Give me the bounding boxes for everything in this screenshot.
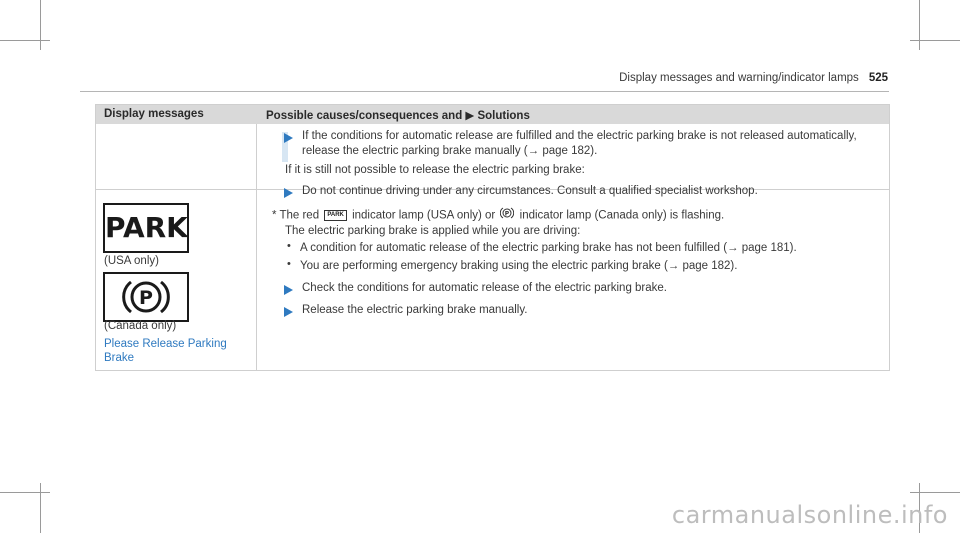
step-arrow-icon — [284, 307, 293, 317]
message-line2: Brake — [104, 352, 135, 364]
intro-part-c: indicator lamp (Canada only) is flashing. — [519, 209, 725, 222]
crop-mark — [0, 492, 50, 493]
page-number: 525 — [868, 72, 888, 84]
message-line1: Please Release Parking — [104, 338, 227, 350]
column-header-causes-solutions: Possible causes/consequences and ▶ Solutions — [266, 110, 530, 122]
crop-mark — [0, 40, 50, 41]
step-arrow-icon — [284, 133, 293, 143]
row2-step1: Check the conditions for automatic release of the electric parking brake. — [302, 282, 667, 294]
svg-text:P: P — [139, 287, 153, 309]
table-header — [96, 105, 889, 124]
crop-mark — [919, 0, 920, 50]
row2-bullet2: You are performing emergency braking using the electric parking brake (→ page 182). — [300, 260, 738, 272]
row2-step2: Release the electric parking brake manually. — [302, 304, 528, 316]
running-header — [619, 72, 888, 84]
mini-p-icon — [500, 207, 514, 224]
column-divider — [256, 124, 257, 370]
park-indicator-icon: PARK — [103, 203, 189, 253]
crop-mark — [40, 0, 41, 50]
crop-mark — [910, 40, 960, 41]
row1-note: If it is still not possible to release the electric parking brake: — [285, 164, 585, 176]
row1-step2: Do not continue driving under any circumstances. Consult a qualified specialist workshop. — [302, 185, 758, 197]
usa-only-label: (USA only) — [104, 255, 159, 267]
display-messages-table — [95, 104, 890, 371]
watermark: carmanualsonline.info — [671, 501, 948, 529]
row1-step1-line1: If the conditions for automatic release are fulfilled and the electric parking brake is not released automatically, — [302, 130, 857, 142]
parking-brake-p-icon — [103, 272, 189, 322]
header-rule — [80, 91, 889, 92]
row2-applied: The electric parking brake is applied while you are driving: — [285, 225, 581, 237]
step-arrow-icon — [284, 285, 293, 295]
bullet-dot: • — [287, 258, 291, 270]
row2-bullet1: A condition for automatic release of the electric parking brake has not been fulfilled (→ page 181). — [300, 242, 797, 254]
crop-mark — [40, 483, 41, 533]
svg-text:P: P — [505, 210, 510, 218]
row1-step1-line2: release the electric parking brake manually (→ page 182). — [302, 145, 598, 157]
intro-part-a: * The red — [272, 209, 320, 222]
step-arrow-icon — [284, 188, 293, 198]
canada-only-label: (Canada only) — [104, 320, 177, 332]
mini-park-icon: PARK — [324, 210, 347, 221]
column-header-display-messages: Display messages — [104, 108, 204, 120]
intro-part-b: indicator lamp (USA only) or — [352, 209, 496, 222]
bullet-dot: • — [287, 240, 291, 252]
section-title: Display messages and warning/indicator lamps — [619, 72, 859, 84]
row2-intro — [272, 207, 724, 224]
crop-mark — [910, 492, 960, 493]
